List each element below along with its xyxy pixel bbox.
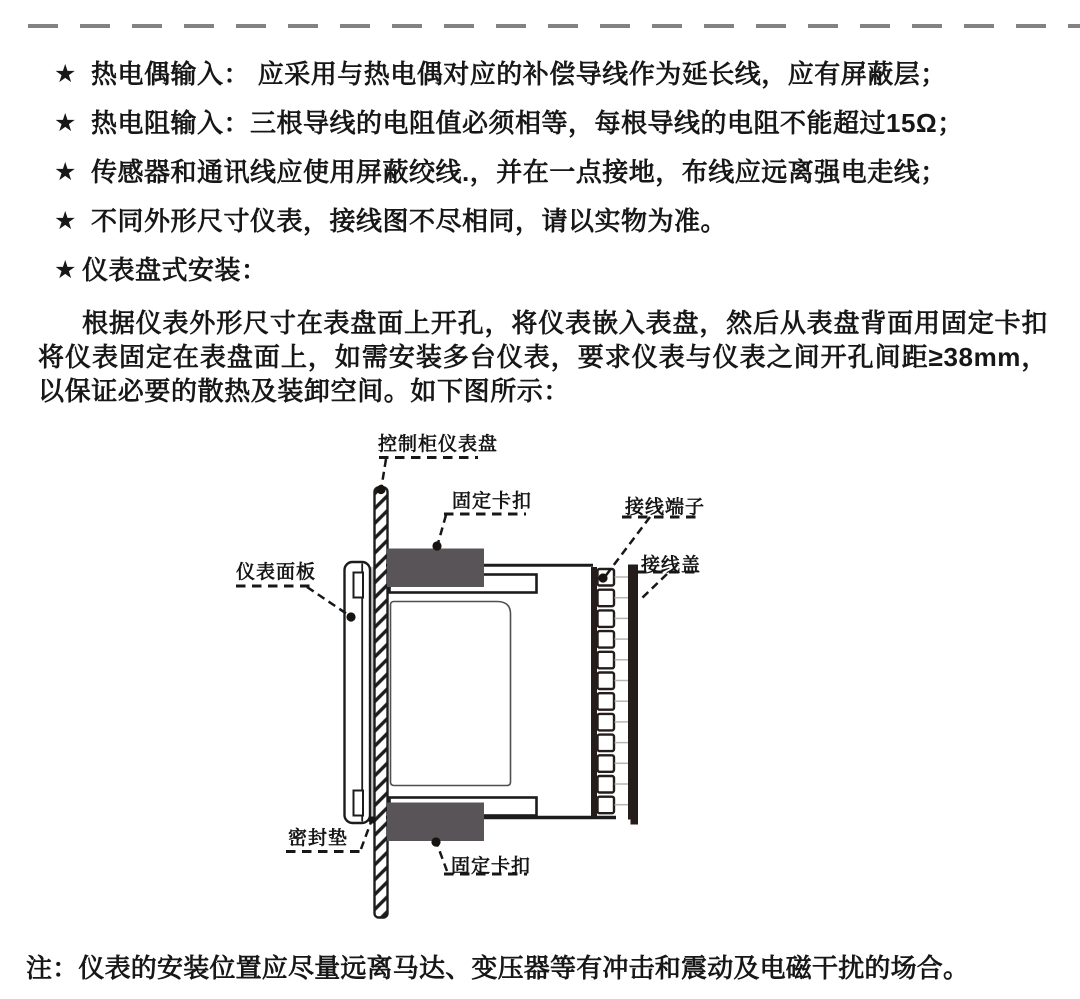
label-wiring-cover: 接线盖 <box>641 555 702 576</box>
bullet-text: 不同外形尺寸仪表，接线图不尽相同，请以实物为准。 <box>91 206 728 236</box>
install-paragraph: 根据仪表外形尺寸在表盘面上开孔，将仪表嵌入表盘，然后从表盘背面用固定卡扣将仪表固定在表盘面上，如需安装多台仪表，要求仪表与仪表之间开孔间距≥38mm，以保证必要的散热及装卸空间。如下图所示： <box>38 308 1048 406</box>
fixing-clip-top-shape <box>387 549 484 588</box>
bullet-text: 仪表盘式安装： <box>82 255 268 285</box>
star-icon: ★ <box>54 158 77 186</box>
star-icon: ★ <box>54 60 77 88</box>
label-fixing-clip-top: 固定卡扣 <box>452 491 533 512</box>
note-text: 注：仪表的安装位置应尽量远离马达、变压器等有冲击和震动及电磁干扰的场合。 <box>26 953 970 983</box>
label-wiring-terminal: 接线端子 <box>625 497 706 518</box>
cabinet-panel-shape <box>375 488 388 918</box>
star-icon: ★ <box>54 109 77 137</box>
label-front-panel: 仪表面板 <box>236 562 317 583</box>
instrument-body-shape <box>386 565 616 817</box>
bullet-text: 热电偶输入： 应采用与热电偶对应的补偿导线作为延长线，应有屏蔽层； <box>91 59 947 89</box>
bullet-text: 传感器和通讯线应使用屏蔽绞线.，并在一点接地，布线应远离强电走线； <box>91 157 947 187</box>
wiring-cover-shape <box>628 565 638 825</box>
label-cabinet-panel: 控制柜仪表盘 <box>378 434 499 455</box>
bullet-text: 热电阻输入：三根导线的电阻值必须相等，每根导线的电阻不能超过15Ω； <box>91 108 964 138</box>
label-fixing-clip-bottom: 固定卡扣 <box>451 856 532 877</box>
star-icon: ★ <box>54 207 77 235</box>
star-icon: ★ <box>54 256 77 284</box>
fixing-clip-bottom-shape <box>387 803 484 842</box>
front-panel-shape <box>345 562 371 823</box>
terminal-block-shape <box>591 567 628 817</box>
label-gasket: 密封垫 <box>288 828 349 849</box>
